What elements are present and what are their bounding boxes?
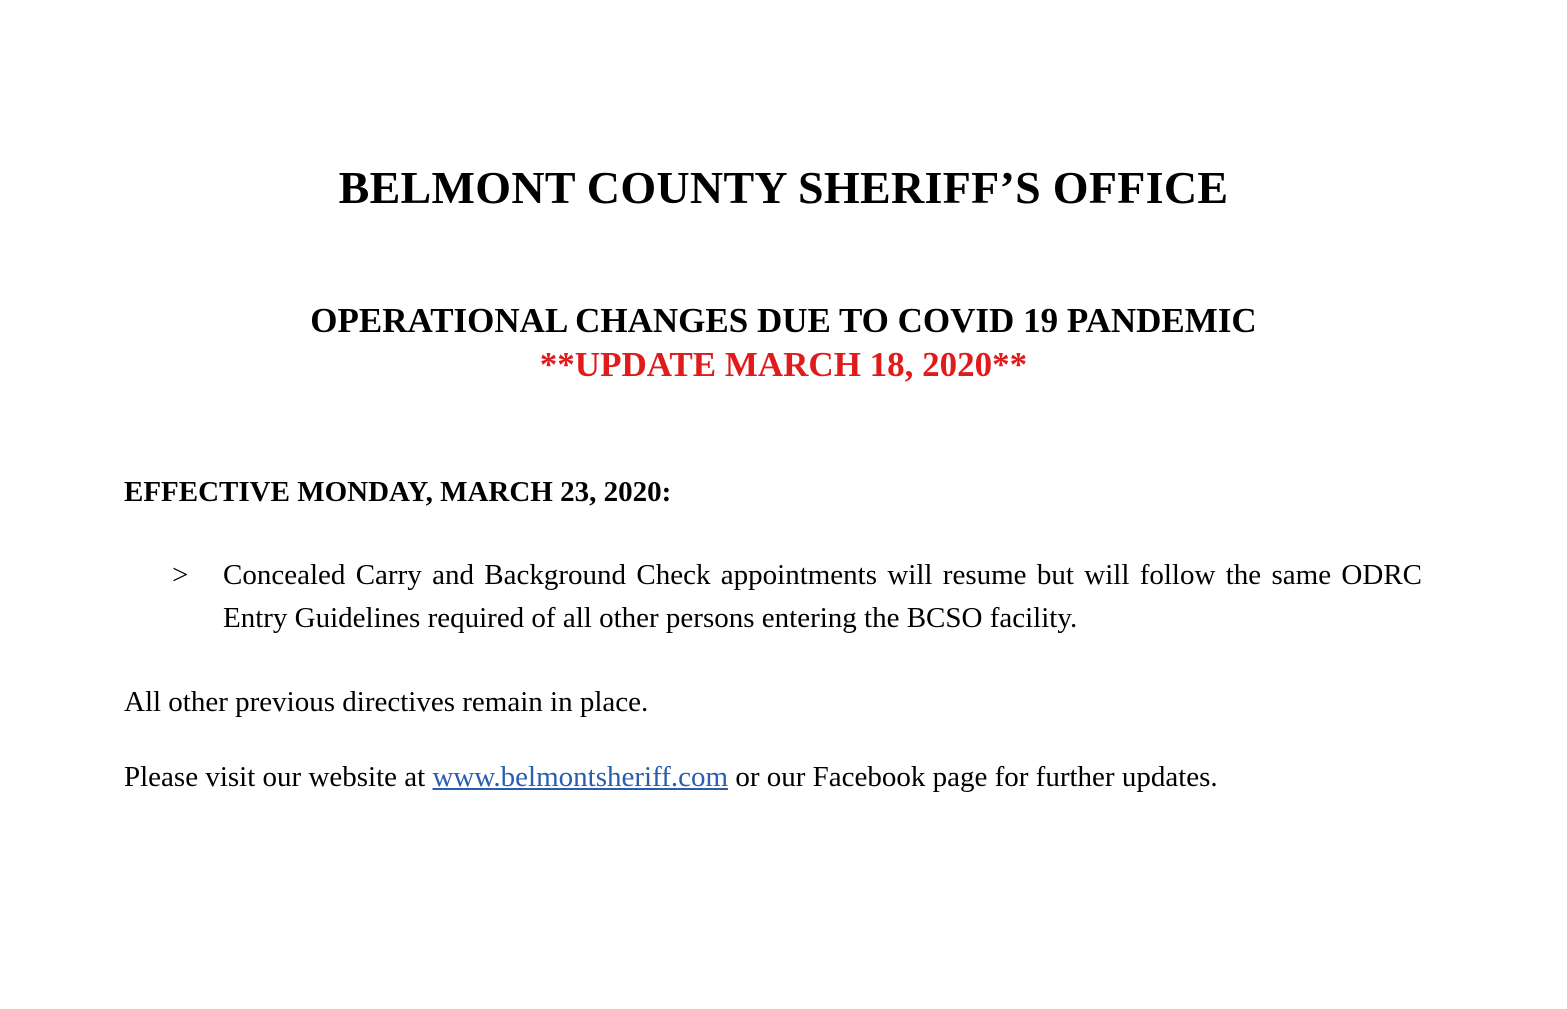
update-notice: **UPDATE MARCH 18, 2020** <box>539 345 1028 384</box>
page-subtitle: OPERATIONAL CHANGES DUE TO COVID 19 PANDEMIC <box>310 301 1257 340</box>
website-paragraph <box>124 759 1218 795</box>
website-text-after: or our Facebook page for further updates. <box>728 761 1218 793</box>
effective-date-heading: EFFECTIVE MONDAY, MARCH 23, 2020: <box>124 476 672 508</box>
bullet-item <box>124 554 1422 640</box>
website-text-before: Please visit our website at <box>124 761 433 793</box>
bullet-arrow-icon: > <box>172 559 189 591</box>
page-title: BELMONT COUNTY SHERIFF’S OFFICE <box>338 162 1229 213</box>
website-link[interactable]: www.belmontsheriff.com <box>432 761 729 793</box>
bullet-text: Concealed Carry and Background Check appointments will resume but will follow the same ODRC Entry Guidelines required of all other persons entering the BCSO facility. <box>223 559 1422 634</box>
directives-paragraph: All other previous directives remain in place. <box>124 686 649 718</box>
